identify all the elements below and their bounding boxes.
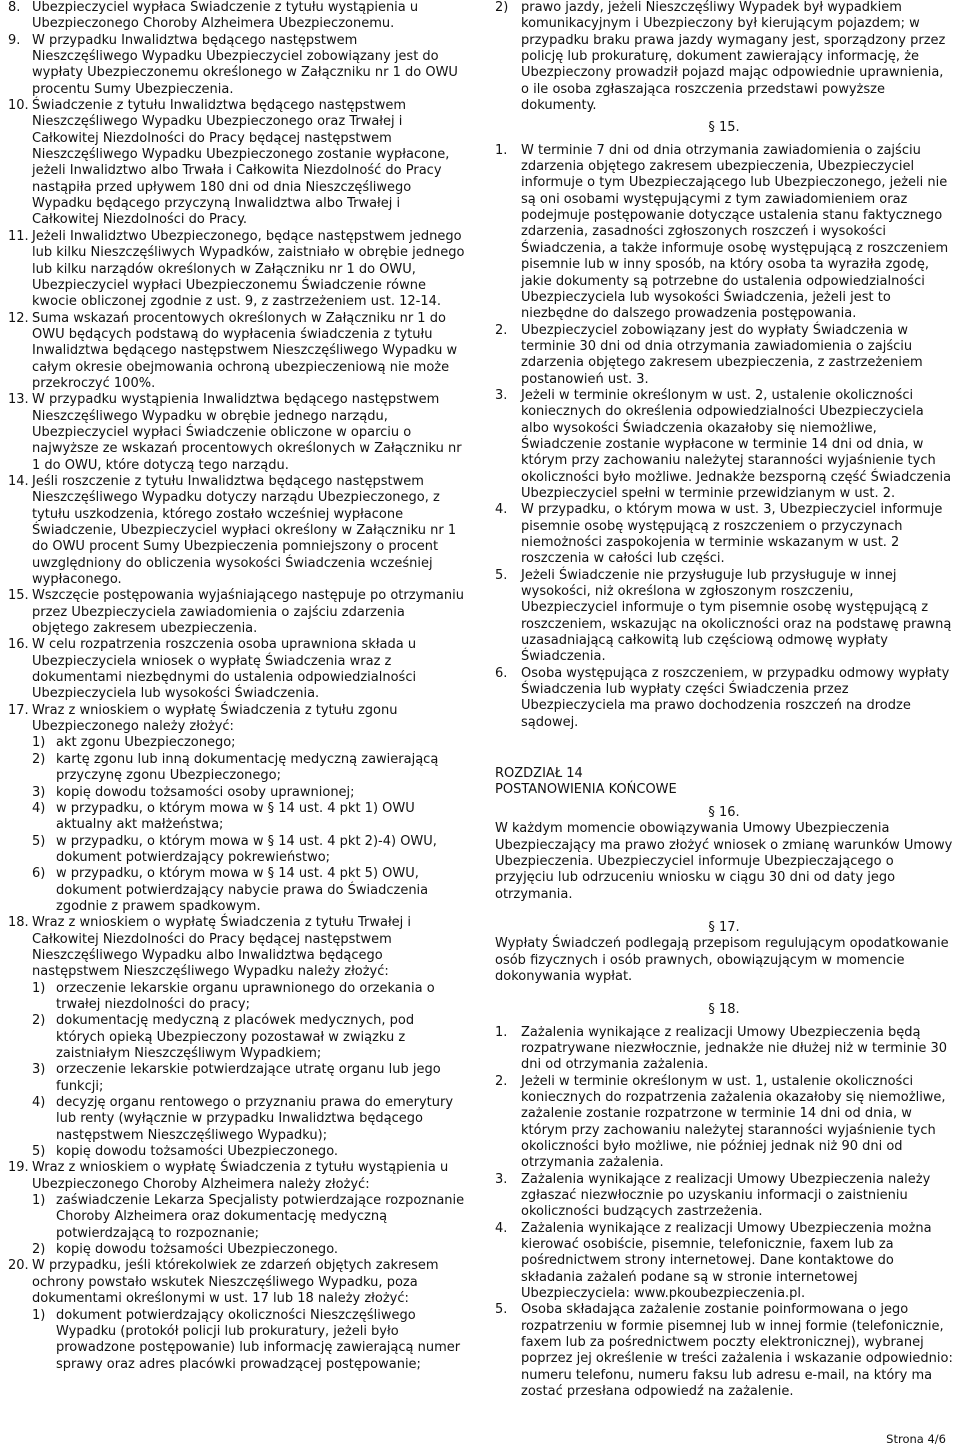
item-number: 20. <box>8 1258 29 1274</box>
list-item <box>8 1258 466 1372</box>
item-text: Zażalenia wynikające z realizacji Umowy Ubezpieczenia można kierować osobiście, pisemnie, telefonicznie, faxem lub za pośrednictwem strony internetowej. Dane kontaktowe do składania zażaleń podane są w stronie internetowej Ubezpieczyciela: www.pkoubezpieczenia.pl. <box>521 1220 932 1302</box>
sub-item-number: 5) <box>32 833 46 849</box>
list-item <box>8 915 466 1160</box>
item-number: 17. <box>8 702 29 718</box>
sub-item <box>32 752 466 785</box>
sub-item <box>32 735 466 751</box>
sub-item <box>32 1144 466 1160</box>
sub-item-number: 3) <box>32 1062 46 1078</box>
sub-item-number: 2) <box>32 751 46 767</box>
sub-item-number: 1) <box>32 980 46 996</box>
item-text: Wraz z wnioskiem o wypłatę Świadczenia z tytułu wystąpienia u Ubezpieczonego Choroby Alzheimera należy złożyć: <box>32 1160 449 1192</box>
right-column <box>495 0 953 1401</box>
list-item <box>8 588 466 637</box>
sub-item <box>32 1013 466 1062</box>
sub-item-text: kopię dowodu tożsamości Ubezpieczonego. <box>56 1144 339 1160</box>
section-16-text: W każdym momencie obowiązywania Umowy Ubezpieczenia Ubezpieczający ma prawo złożyć wniosek o zmianę warunków Umowy Ubezpieczenia. Ubezpieczyciel informuje Ubezpieczającego o przyjęciu lub odrzuceniu wniosku w ciągu 30 dni od daty jego otrzymania. <box>495 821 953 902</box>
item-text: W przypadku wystąpienia Inwalidztwa będącego następstwem Nieszczęśliwego Wypadku w obrębie jednego narządu, Ubezpieczyciel wypłaci Świadczenie obliczone w oparciu o najwyższe ze wskazań procentowych określonych w Załączniku nr 1 do OWU, które dotyczą tego narządu. <box>32 392 462 473</box>
list-item <box>495 1221 953 1303</box>
item-text: W terminie 7 dni od dnia otrzymania zawiadomienia o zajściu zdarzenia objętego zakresem ubezpieczenia, Ubezpieczyciel informuje o tym Ubezpieczającego lub Ubezpieczonego, jeżeli nie są oni osobami występującymi z tym zawiadomieniem oraz podejmuje postępowanie dotyczące ustalenia stanu faktycznego zdarzenia, zasadności zgłoszonych roszczeń i wysokości Świadczenia, a także informuje osobę występującą z roszczeniem pisemnie lub w inny sposób, na który osoba ta wyraziła zgodę, jakie dokumenty są potrzebne do ustalenia odpowiedzialności Ubezpieczyciela lub wysokości Świadczenia, jeżeli jest to niezbędne do dalszego prowadzenia postępowania. <box>521 142 949 322</box>
item-number: 19. <box>8 1160 29 1176</box>
item-number: 10. <box>8 98 29 114</box>
item-text: Wraz z wnioskiem o wypłatę Świadczenia z tytułu zgonu Ubezpieczonego należy złożyć: <box>32 702 398 735</box>
section-heading-16: § 16. <box>708 804 740 820</box>
list-item <box>495 143 953 323</box>
sub-item-text: kopię dowodu tożsamości osoby uprawnionej; <box>56 784 355 800</box>
item-number: 9. <box>8 32 21 48</box>
section-heading-17: § 17. <box>708 919 740 935</box>
item-number: 5. <box>495 1302 508 1318</box>
sub-item-number: 2) <box>32 1242 46 1258</box>
item-number: 2. <box>495 322 508 338</box>
sub-item-text: kopię dowodu tożsamości Ubezpieczonego. <box>56 1242 339 1258</box>
item-number: 18. <box>8 915 29 931</box>
chapter-title: POSTANOWIENIA KOŃCOWE <box>495 782 677 798</box>
sub-item <box>32 1242 466 1258</box>
sub-item <box>32 981 466 1014</box>
item-number: 4. <box>495 1220 508 1236</box>
item-text: Jeżeli w terminie określonym w ust. 1, ustalenie okoliczności koniecznych do rozpatrzenia zażalenia okazałoby się niemożliwe, zażalenie zostanie rozpatrzone w terminie 14 dni od dnia, w którym przy zachowaniu należytej staranności wyjaśnienie tych okoliczności było możliwe, nie później jednak niż 90 dni od otrzymania zażalenia. <box>521 1073 946 1171</box>
item-body <box>32 703 466 915</box>
sub-item-number: 2) <box>495 0 509 15</box>
item-text: W przypadku Inwalidztwa będącego następstwem Nieszczęśliwego Wypadku Ubezpieczyciel zobowiązany jest do wypłaty Ubezpieczonemu określonego w Załączniku nr 1 do OWU procentu Sumy Ubezpieczenia. <box>32 32 458 97</box>
list-item <box>495 388 953 502</box>
sub-item-text: orzeczenie lekarskie potwierdzające utratę organu lub jego funkcji; <box>56 1062 441 1094</box>
sub-item-text: zaświadczenie Lekarza Specjalisty potwierdzające rozpoznanie Choroby Alzheimera oraz dokumentację medyczną potwierdzającą to rozpoznanie; <box>56 1193 465 1241</box>
list-item <box>8 703 466 915</box>
list-item <box>495 666 953 731</box>
item-text: Osoba składająca zażalenie zostanie poinformowana o jego rozpatrzeniu w formie pisemnej lub w innej formie (telefonicznie, faxem lub za pośrednictwem poczty elektronicznej), wybranej poprzez jej określenie w treści zażalenia i wskazanie odpowiednio: numeru telefonu, numeru faksu lub adresu e-mail, na który ma zostać przesłana odpowiedź na zażalenie. <box>521 1302 953 1400</box>
item-number: 12. <box>8 310 29 326</box>
sub-item <box>32 834 466 867</box>
item-number: 4. <box>495 502 508 518</box>
item-number: 2. <box>495 1073 508 1089</box>
item-body <box>32 915 466 1160</box>
sub-item-text: w przypadku, o którym mowa w § 14 ust. 4 pkt 5) OWU, dokument potwierdzający nabycie prawa do Świadczenia zgodnie z prawem spadkowym. <box>56 866 429 914</box>
sub-item <box>32 1308 466 1373</box>
sub-item-text: dokumentację medyczną z placówek medycznych, pod których opieką Ubezpieczony pozostawał w związku z zaistniałym Nieszczęśliwym Wypadkiem; <box>56 1013 415 1061</box>
sub-item-number: 4) <box>32 1095 46 1111</box>
sub-item-number: 6) <box>32 866 46 882</box>
sub-item-number: 1) <box>32 735 46 751</box>
list-item <box>8 0 466 33</box>
item-number: 6. <box>495 665 508 681</box>
sub-item-number: 5) <box>32 1144 46 1160</box>
item-text: Jeżeli Inwalidztwo Ubezpieczonego, będące następstwem jednego lub kilku Nieszczęśliwych Wypadków, zaistniało w obrębie jednego lub kilku narządów określonych w Załączniku nr 1 do OWU, Ubezpieczyciel wypłaci Ubezpieczonemu Świadczenie równe kwocie obliczonej zgodnie z ust. 9, z zastrzeżeniem ust. 12-14. <box>32 228 465 310</box>
item-text: Wraz z wnioskiem o wypłatę Świadczenia z tytułu Trwałej i Całkowitej Niezdolności do Pracy będącej następstwem Nieszczęśliwego Wypadku albo Inwalidztwa będącego następstwem Nieszczęśliwego Wypadku należy złożyć: <box>32 915 411 980</box>
item-text: Jeżeli Świadczenie nie przysługuje lub przysługuje w innej wysokości, niż określona w zgłoszonym roszczeniu, Ubezpieczyciel informuje o tym pisemnie osobę występującą z roszczeniem, wskazując na okoliczności oraz na podstawę prawną uzasadniającą całkowitą lub częściową odmowę wypłaty Świadczenia. <box>521 567 952 665</box>
item-number: 1. <box>495 1024 508 1040</box>
item-text: Zażalenia wynikające z realizacji Umowy Ubezpieczenia należy zgłaszać niezwłocznie po uzyskaniu informacji o zaistnieniu okoliczności budzących zastrzeżenia. <box>521 1171 931 1220</box>
item-text: Ubezpieczyciel wypłaca Świadczenie z tytułu wystąpienia u Ubezpieczonego Choroby Alzheimera Ubezpieczonemu. <box>32 0 419 32</box>
item-body <box>32 1160 466 1258</box>
item-number: 13. <box>8 392 29 408</box>
item-text: Ubezpieczyciel zobowiązany jest do wypłaty Świadczenia w terminie 30 dni od dnia otrzymania zawiadomienia o zajściu zdarzenia objętego zakresem ubezpieczenia, z zastrzeżeniem postanowień ust. 3. <box>521 322 923 387</box>
sub-item-text: decyzję organu rentowego o przyznaniu prawa do emerytury lub renty (wyłącznie w przypadku Inwalidztwa będącego następstwem Nieszczęśliwego Wypadku); <box>56 1095 454 1143</box>
item-number: 8. <box>8 0 21 15</box>
sub-item <box>32 801 466 834</box>
sub-item-number: 3) <box>32 784 46 800</box>
sub-item-text: dokument potwierdzający okoliczności Nieszczęśliwego Wypadku (protokół policji lub prokuratury, jeżeli było prowadzone postępowanie) lub informację zawierającą numer sprawy oraz adres placówki prowadzącej postępowanie; <box>56 1307 461 1372</box>
list-item <box>495 323 953 388</box>
sub-item <box>32 785 466 801</box>
item-text: Suma wskazań procentowych określonych w Załączniku nr 1 do OWU będących podstawą do wypłacenia świadczenia z tytułu Inwalidztwa będącego następstwem Nieszczęśliwego Wypadku w całym okresie obejmowania ochroną ubezpieczeniową nie może przekroczyć 100%. <box>32 310 458 391</box>
list-item <box>8 1160 466 1258</box>
list-item <box>8 98 466 229</box>
page-number: Strona 4/6 <box>886 1432 946 1446</box>
item-number: 11. <box>8 228 29 244</box>
item-text: Jeżeli w terminie określonym w ust. 2, ustalenie okoliczności koniecznych do określenia odpowiedzialności Ubezpieczyciela albo wysokości Świadczenia okazałoby się niemożliwe, Świadczenie zostanie wypłacone w terminie 14 dni od dnia, w którym przy zachowaniu należytej staranności wyjaśnienie tych okoliczności było możliwe. Jednakże bezsporną część Świadczenia Ubezpieczyciel spełni w terminie przewidzianym w ust. 2. <box>521 387 952 501</box>
sub-item <box>32 1193 466 1242</box>
sub-item <box>32 866 466 915</box>
left-column <box>8 0 466 1373</box>
item-number: 1. <box>495 142 508 158</box>
sub-item-text: w przypadku, o którym mowa w § 14 ust. 4 pkt 1) OWU aktualny akt małżeństwa; <box>56 800 415 833</box>
list-item <box>8 33 466 98</box>
sub-item <box>32 1095 466 1144</box>
item-text: Świadczenie z tytułu Inwalidztwa będącego następstwem Nieszczęśliwego Wypadku Ubezpieczonego oraz Trwałej i Całkowitej Niezdolności do Pracy będącej następstwem Nieszczęśliwego Wypadku Ubezpieczonego zostanie wypłacone, jeżeli Inwalidztwo albo Trwała i Całkowita Niezdolność do Pracy nastąpiła przed upływem 180 dni od dnia Nieszczęśliwego Wypadku będącego przyczyną Inwalidztwa albo Trwałej i Całkowitej Niezdolności do Pracy. <box>32 98 450 228</box>
sub-item-text: kartę zgonu lub inną dokumentację medyczną zawierającą przyczynę zgonu Ubezpieczonego; <box>56 751 439 784</box>
section-heading-15: § 15. <box>708 120 740 136</box>
item-number: 14. <box>8 473 29 489</box>
sub-item-text: w przypadku, o którym mowa w § 14 ust. 4 pkt 2)-4) OWU, dokument potwierdzający pokrewieństwo; <box>56 833 437 865</box>
continued-sub-item <box>495 0 953 114</box>
item-text: Zażalenia wynikające z realizacji Umowy Ubezpieczenia będą rozpatrywane niezwłocznie, jednakże nie dłużej niż w terminie 30 dni od otrzymania zażalenia. <box>521 1024 948 1073</box>
sub-item-number: 4) <box>32 800 46 816</box>
item-text: Jeśli roszczenie z tytułu Inwalidztwa będącego następstwem Nieszczęśliwego Wypadku dotyczy narządu Ubezpieczonego, z tytułu uszkodzenia, którego zostało wcześniej wypłacone Świadczenie, Ubezpieczyciel wypłaci określony w Załączniku nr 1 do OWU procent Sumy Ubezpieczenia pomniejszony o procent uwzględniony do obliczenia wysokości Świadczenia wcześniej wypłaconego. <box>32 473 457 588</box>
list-item <box>495 1172 953 1221</box>
item-text: W przypadku, o którym mowa w ust. 3, Ubezpieczyciel informuje pisemnie osobę występującą z roszczeniem o przyczynach niemożności zaspokojenia w terminie wskazanym w ust. 2 roszczenia w całości lub części. <box>521 502 943 567</box>
item-number: 3. <box>495 387 508 403</box>
list-item <box>8 474 466 588</box>
item-body <box>32 1258 466 1372</box>
list-item <box>495 502 953 567</box>
section-heading-18: § 18. <box>708 1002 740 1018</box>
sub-item-text: akt zgonu Ubezpieczonego; <box>56 735 236 751</box>
item-text: Osoba występująca z roszczeniem, w przypadku odmowy wypłaty Świadczenia lub wypłaty części Świadczenia przez Ubezpieczyciela ma prawo dochodzenia roszczeń na drodze sądowej. <box>521 665 950 730</box>
item-number: 3. <box>495 1171 508 1187</box>
list-item <box>495 1302 953 1400</box>
sub-item-text: prawo jazdy, jeżeli Nieszczęśliwy Wypadek był wypadkiem komunikacyjnym i Ubezpieczony był kierującym pojazdem; w przypadku braku prawa jazdy wymagany jest, sporządzony przez policję lub prokuraturę, dokument zawierający informację, że Ubezpieczony prowadził pojazd mając odpowiednie uprawnienia, o ile osoba zgłaszająca roszczenia przedstawi powyższe dokumenty. <box>521 0 946 114</box>
sub-item-number: 1) <box>32 1307 46 1323</box>
list-item <box>8 311 466 393</box>
item-text: Wszczęcie postępowania wyjaśniającego następuje po otrzymaniu przez Ubezpieczyciela zawiadomienia o zajściu zdarzenia objętego zakresem ubezpieczenia. <box>32 588 464 637</box>
section-17-text: Wypłaty Świadczeń podlegają przepisom regulującym opodatkowanie osób fizycznych i osób prawnych, obowiązującym w momencie dokonywania wypłat. <box>495 936 949 984</box>
list-item <box>8 637 466 702</box>
item-number: 16. <box>8 637 29 653</box>
list-item <box>495 568 953 666</box>
sub-item <box>32 1062 466 1095</box>
list-item <box>495 1025 953 1074</box>
sub-item-number: 2) <box>32 1013 46 1029</box>
item-text: W przypadku, jeśli którekolwiek ze zdarzeń objętych zakresem ochrony powstało wskutek Nieszczęśliwego Wypadku, poza dokumentami określonymi w ust. 17 lub 18 należy złożyć: <box>32 1258 439 1307</box>
item-text: W celu rozpatrzenia roszczenia osoba uprawniona składa u Ubezpieczyciela wniosek o wypłatę Świadczenia wraz z dokumentami niezbędnymi do ustalenia odpowiedzialności Ubezpieczyciela lub wysokości Świadczenia. <box>32 637 417 702</box>
list-item <box>495 1074 953 1172</box>
item-number: 5. <box>495 567 508 583</box>
chapter-number: ROZDZIAŁ 14 <box>495 766 583 782</box>
item-number: 15. <box>8 588 29 604</box>
sub-item-number: 1) <box>32 1193 46 1209</box>
sub-item-text: orzeczenie lekarskie organu uprawnionego do orzekania o trwałej niezdolności do pracy; <box>56 980 435 1012</box>
list-item <box>8 229 466 311</box>
list-item <box>8 392 466 474</box>
